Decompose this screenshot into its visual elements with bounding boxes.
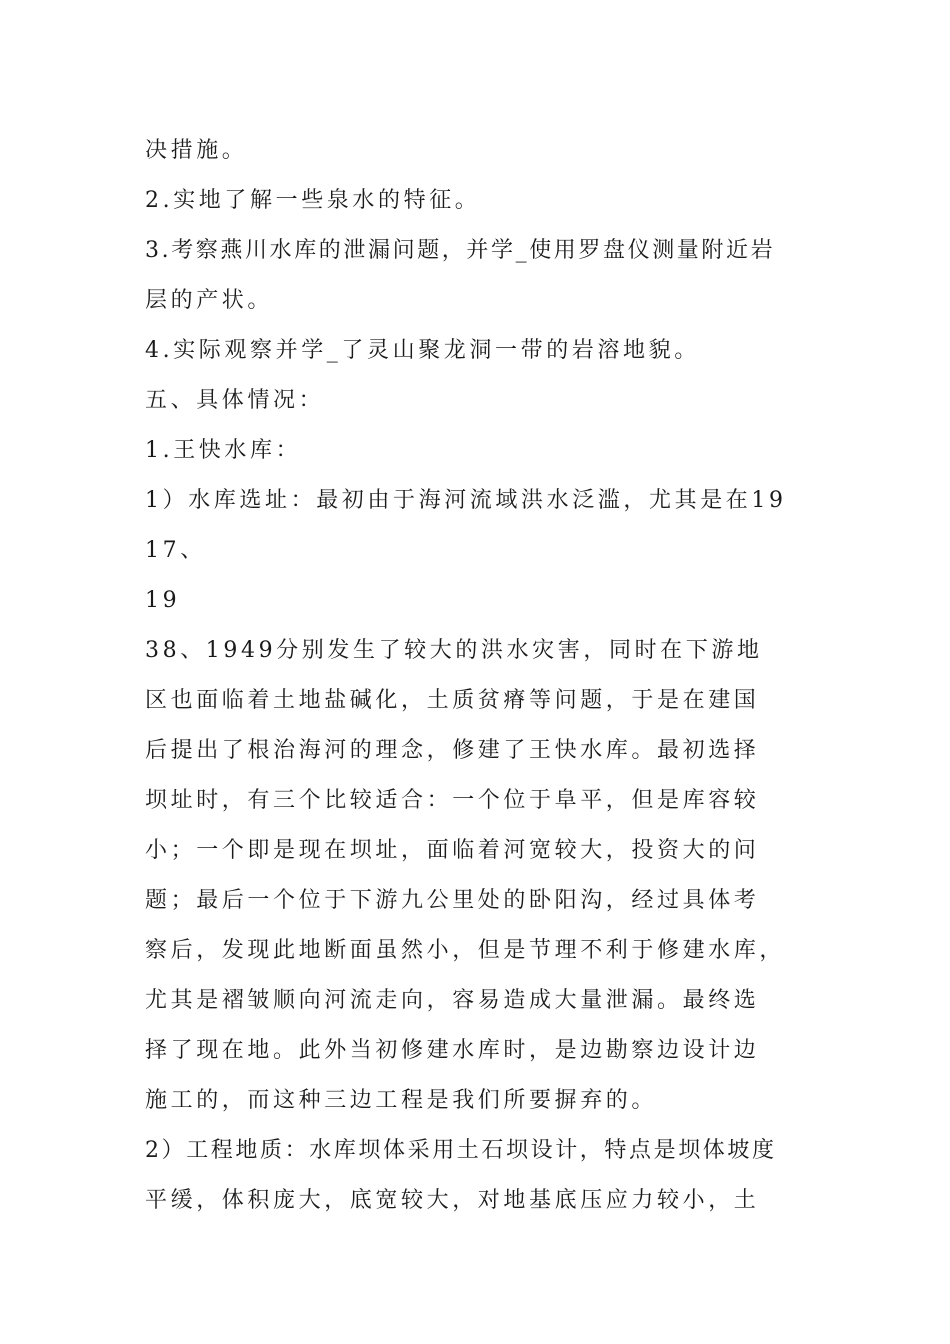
text-line-22: 平缓，体积庞大，底宽较大，对地基底压应力较小，土 [145,1188,760,1213]
text-line-21: 2）工程地质：水库坝体采用土石坝设计，特点是坝体坡度 [145,1138,777,1163]
text-line-5: 4.实际观察并学_了灵山聚龙洞一带的岩溶地貌。 [145,338,700,363]
text-line-12: 区也面临着土地盐碱化，土质贫瘠等问题，于是在建国 [145,688,760,713]
text-line-2: 2.实地了解一些泉水的特征。 [145,188,481,213]
text-line-15: 小；一个即是现在坝址，面临着河宽较大，投资大的问 [145,838,760,863]
text-line-19: 择了现在地。此外当初修建水库时，是边勘察边设计边 [145,1038,760,1063]
text-line-1: 决措施。 [145,138,248,163]
section-heading: 五、具体情况： [145,388,325,413]
text-line-3: 3.考察燕川水库的泄漏问题，并学_使用罗盘仪测量附近岩 [145,238,776,263]
text-line-20: 施工的，而这种三边工程是我们所要摒弃的。 [145,1088,658,1113]
text-line-10: 19 [145,588,181,613]
text-line-14: 坝址时，有三个比较适合：一个位于阜平，但是库容较 [145,788,760,813]
text-line-11: 38、1949分别发生了较大的洪水灾害，同时在下游地 [145,638,763,663]
text-line-9: 17、 [145,538,206,563]
text-line-17: 察后，发现此地断面虽然小，但是节理不利于修建水库， [145,938,786,963]
subsection-heading: 1.王快水库： [145,438,302,463]
text-line-18: 尤其是褶皱顺向河流走向，容易造成大量泄漏。最终选 [145,988,760,1013]
text-line-16: 题；最后一个位于下游九公里处的卧阳沟，经过具体考 [145,888,760,913]
text-line-8: 1）水库选址：最初由于海河流域洪水泛滥，尤其是在19 [145,488,787,513]
text-line-13: 后提出了根治海河的理念，修建了王快水库。最初选择 [145,738,760,763]
text-line-4: 层的产状。 [145,288,274,313]
